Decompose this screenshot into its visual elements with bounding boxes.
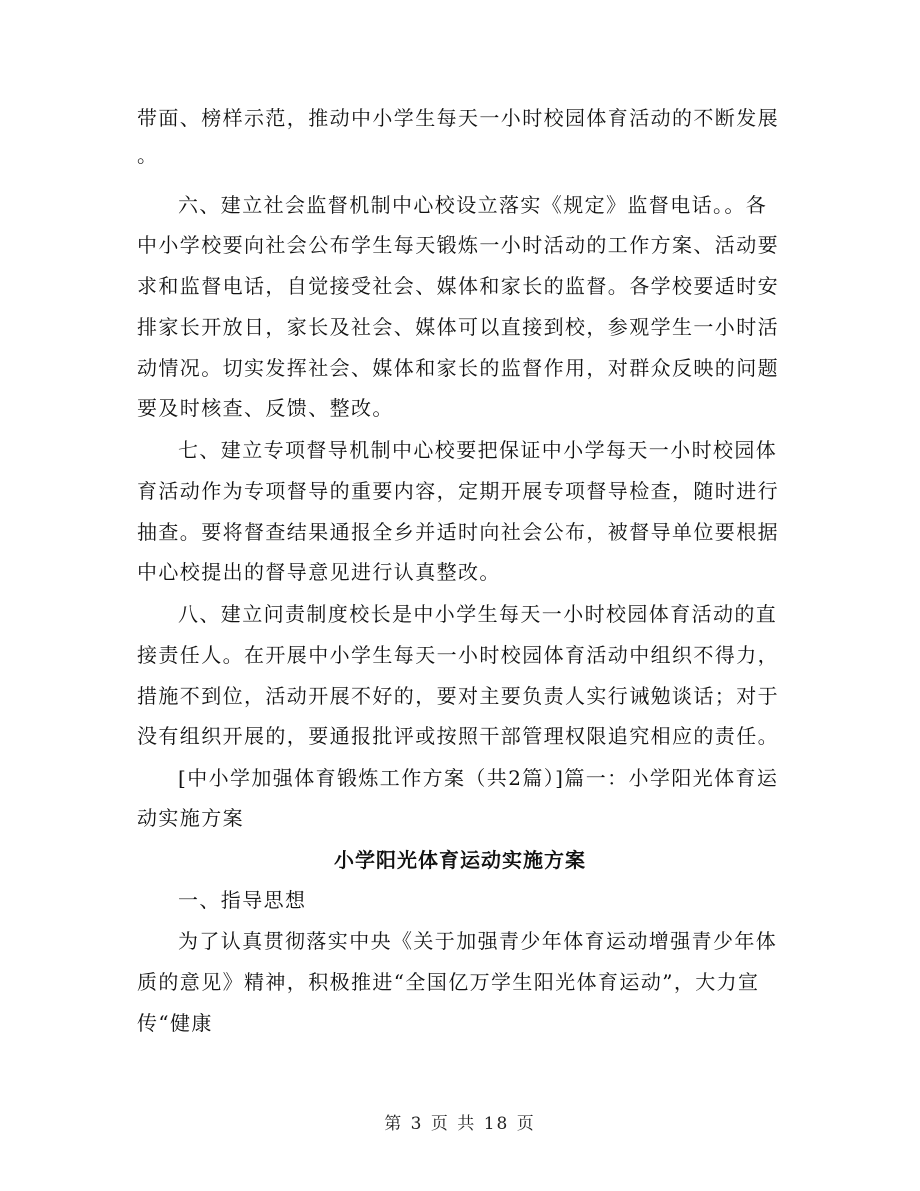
body-line: 育活动作为专项督导的重要内容，定期开展专项督导检查，随时进行 xyxy=(137,479,779,503)
body-line: 质的意见》精神，积极推进“全国亿万学生阳光体育运动”，大力宣 xyxy=(137,970,760,994)
page-footer: 第 3 页 共 18 页 xyxy=(384,1114,536,1134)
body-line: 动实施方案 xyxy=(137,806,244,830)
body-line: 中心校提出的督导意见进行认真整改。 xyxy=(137,560,501,584)
body-line: 要及时核查、反馈、整改。 xyxy=(137,396,394,420)
paragraph-six-start: 六、建立社会监督机制中心校设立落实《规定》监督电话。。各 xyxy=(178,193,768,217)
section-title: 小学阳光体育运动实施方案 xyxy=(334,848,586,872)
body-line: 抽查。要将督查结果通报全乡并适时向社会公布，被督导单位要根据 xyxy=(137,520,779,544)
subheading: 一、指导思想 xyxy=(178,888,307,912)
paragraph-seven-start: 七、建立专项督导机制中心校要把保证中小学每天一小时校园体 xyxy=(178,438,778,462)
body-line: 。 xyxy=(137,143,159,167)
body-line: 接责任人。在开展中小学生每天一小时校园体育活动中组织不得力， xyxy=(137,643,779,667)
body-line: 排家长开放日，家长及社会、媒体可以直接到校，参观学生一小时活 xyxy=(137,315,779,339)
body-line: 传“健康 xyxy=(137,1011,213,1035)
body-line: 求和监督电话，自觉接受社会、媒体和家长的监督。各学校要适时安 xyxy=(137,274,779,298)
paragraph-eight-start: 八、建立问责制度校长是中小学生每天一小时校园体育活动的直 xyxy=(178,602,778,626)
body-line: 中小学校要向社会公布学生每天锻炼一小时活动的工作方案、活动要 xyxy=(137,233,779,257)
body-line: 为了认真贯彻落实中央《关于加强青少年体育运动增强青少年体 xyxy=(178,929,778,953)
body-line: 带面、榜样示范，推动中小学生每天一小时校园体育活动的不断发展 xyxy=(137,106,779,130)
body-line: 措施不到位，活动开展不好的，要对主要负责人实行诫勉谈话；对于 xyxy=(137,684,779,708)
section-reference-start: [中小学加强体育锻炼工作方案（共2篇）]篇一：小学阳光体育运 xyxy=(178,766,779,790)
body-line: 动情况。切实发挥社会、媒体和家长的监督作用，对群众反映的问题 xyxy=(137,356,779,380)
body-line: 没有组织开展的，要通报批评或按照干部管理权限追究相应的责任。 xyxy=(137,724,779,748)
